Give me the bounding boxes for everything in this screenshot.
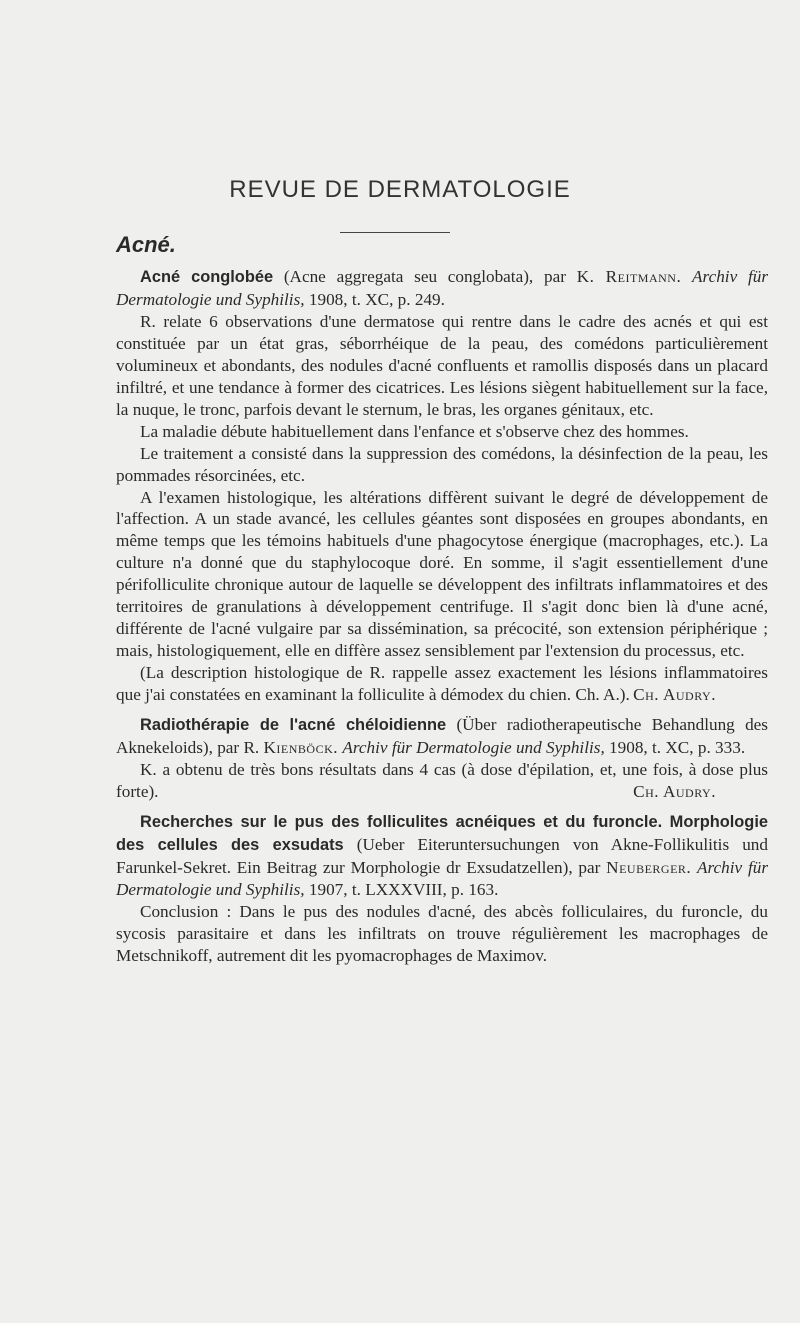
- entry-volume: 1907, t. LXXXVIII, p. 163.: [308, 879, 499, 899]
- entry-journal: Archiv für Dermatologie und Syphilis,: [116, 267, 769, 309]
- paragraph: (La description histologique de R. rappelle assez exactement les lésions inflammatoires que j'ai constatées en examinant la folliculite à démodex du chien. Ch. A.).: [116, 663, 768, 705]
- paragraph: Conclusion : Dans le pus des nodules d'acné, des abcès folliculaires, du furoncle, du sycosis parasitaire et dans les infiltrats on trouve régulièrement les macrophages de Metschnikoff, autrement dit les pyomacrophages de Maximov.: [116, 901, 768, 965]
- entry-heading: [116, 811, 768, 901]
- entry-heading: [116, 714, 768, 759]
- entry-author: K. Reitmann.: [576, 267, 682, 286]
- paragraph: La maladie débute habituellement dans l'enfance et s'observe chez des hommes.: [140, 421, 689, 441]
- entry-volume: 1908, t. XC, p. 249.: [308, 289, 445, 309]
- entry-journal: Archiv für Dermatologie und Syphilis,: [116, 857, 769, 899]
- article-body: [116, 266, 768, 966]
- section-title: Acné.: [116, 232, 176, 257]
- paragraph: Le traitement a consisté dans la suppression des comédons, la désinfection de la peau, les pommades résorcinées, etc.: [116, 443, 768, 485]
- signature: Ch. Audry.: [633, 685, 716, 705]
- entry-reference: (Ueber Eiteruntersuchungen von Akne-Follikulitis und Farunkel-Sekret. Ein Beitrag zur Morphologie dr Exsudatzellen), par: [116, 834, 768, 877]
- signature-row: [116, 781, 768, 803]
- review-entry: [116, 714, 768, 803]
- paragraph: A l'examen histologique, les altérations diffèrent suivant le degré de développement de l'affection. A un stade avancé, les cellules géantes sont disposées en groupes abondants, en même temps que les témoins habituels d'une phagocytose énergique (macrophages, etc.). La culture n'a donné que du staphylocoque doré. En somme, il s'agit essentiellement d'une périfolliculite chronique autour de laquelle se développent des infiltrats inflammatoires et des territoires de granulations à développement centrifuge. Il s'agit donc bien là d'une acné, différente de l'acné vulgaire par sa dissémination, sa précocité, son extension périphérique ; mais, histologiquement, elle en diffère assez sensiblement par l'extension du processus, etc.: [116, 487, 768, 661]
- entry-author: Neuberger.: [606, 857, 692, 877]
- signature: Ch. Audry.: [633, 781, 716, 801]
- entry-title: Recherches sur le pus des folliculites acnéiques et du furoncle. Morphologie des cellules des exsudats: [116, 812, 768, 854]
- entry-title: Acné conglobée: [140, 268, 274, 286]
- entry-title: Radiothérapie de l'acné chéloidienne: [140, 716, 447, 735]
- review-entry: [116, 811, 768, 967]
- entry-author: Kienböck.: [263, 737, 339, 757]
- entry-reference: (Über radiotherapeutische Behandlung des Aknekeloids), par R.: [116, 715, 768, 757]
- entry-heading: [116, 266, 768, 311]
- review-entry: [116, 266, 768, 706]
- entry-reference: (Acne aggregata seu conglobata), par: [283, 267, 566, 286]
- paragraph: K. a obtenu de très bons résultats dans 4 cas (à dose d'épilation, et, une fois, à dose plus forte).: [116, 759, 768, 801]
- running-head: REVUE DE DERMATOLOGIE: [229, 176, 571, 203]
- title-rule: [340, 232, 450, 233]
- entry-journal: Archiv für Dermatologie und Syphilis,: [342, 737, 605, 757]
- entry-volume: 1908, t. XC, p. 333.: [609, 737, 746, 757]
- paragraph: R. relate 6 observations d'une dermatose qui rentre dans le cadre des acnés et qui est constituée par un état gras, séborrhéique de la peau, des comédons particulièrement volumineux et abondants, des nodules d'acné confluents et ramollis disposés dans un placard infiltré, et une tendance à former des cicatrices. Les lésions siègent habituellement sur la face, la nuque, le tronc, parfois devant le sternum, le bras, les organes génitaux, etc.: [116, 311, 768, 419]
